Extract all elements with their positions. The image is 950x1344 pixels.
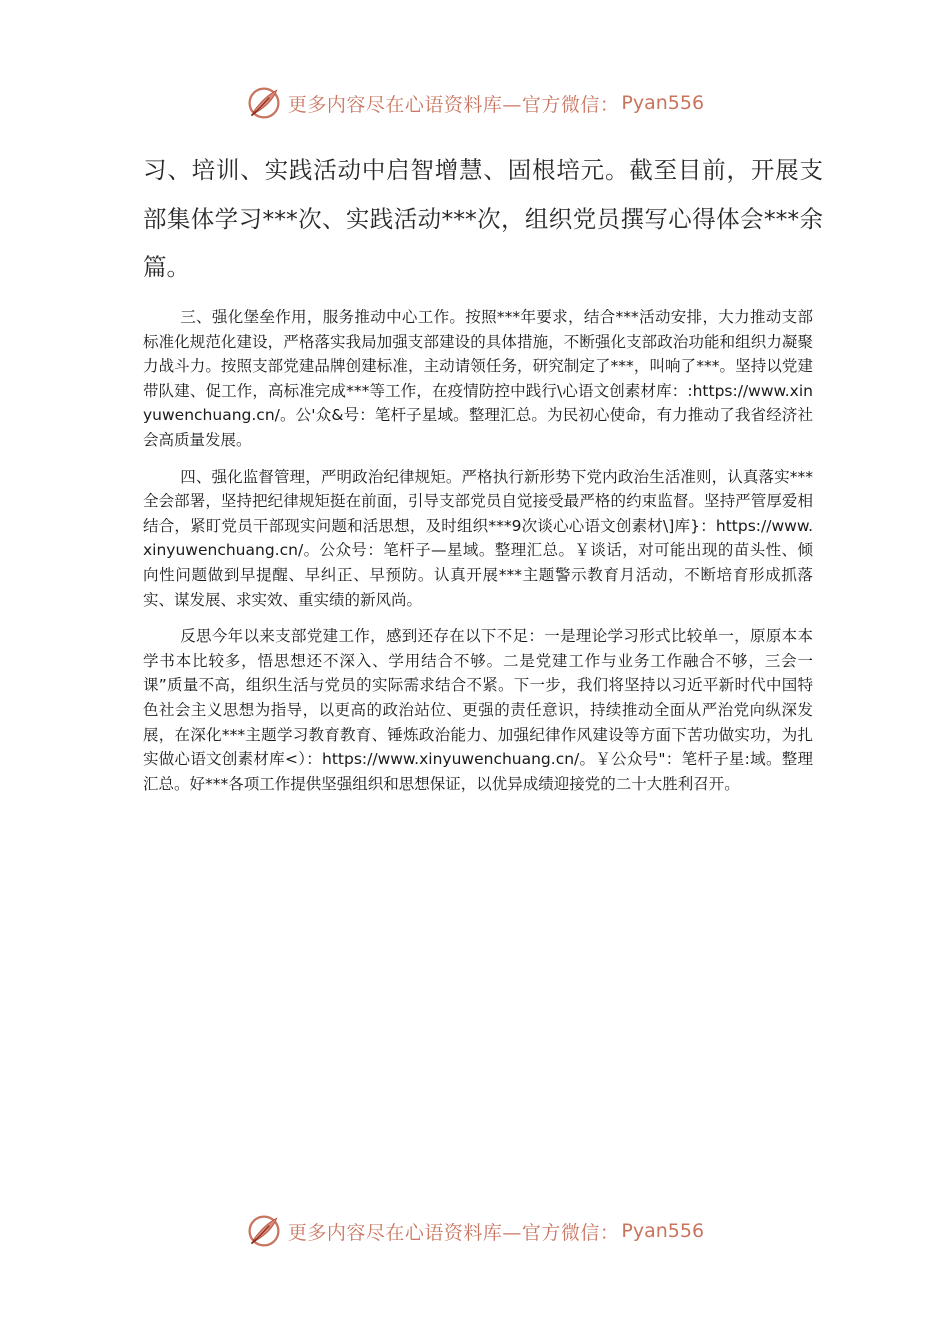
paragraph: 四、强化监督管理，严明政治纪律规矩。严格执行新形势下党内政治生活准则，认真落实***全会部署，坚持把纪律规矩挺在前面，引导支部党员自觉接受最严格的约束监督。坚持严管厚爱相结合，紧盯党员干部现实问题和活思想，及时组织***9次谈心心语文创素材\]库}：https://www.xinyuwenchuang.cn/。公众号：笔杆子—星域。整理汇总。￥谈话，对可能出现的苗头性、倾向性问题做到早提醒、早纠正、早预防。认真开展***主题警示教育月活动，不断培育形成抓落实、谋发展、求实效、重实绩的新风尚。 xyxy=(143,467,813,609)
banner-text: 更多内容尽在心语资料库—官方微信： xyxy=(287,93,620,116)
banner-wechat-id: Pyan556 xyxy=(621,1220,705,1242)
paragraph: 三、强化堡垒作用，服务推动中心工作。按照***年要求，结合***活动安排，大力推动支部标准化规范化建设，严格落实我局加强支部建设的具体措施，不断强化支部政治功能和组织力凝聚力战斗力。按照支部党建品牌创建标准，主动请领任务，研究制定了***，叫响了***。坚持以党建带队建、促工作，高标准完成***等工作，在疫情防控中践行\心语文创素材库：:https://www.xinyuwenchuang.cn/。公'众&号：笔杆子星域。整理汇总。为民初心使命，有力推动了我省经济社会高质量发展。 xyxy=(143,308,813,449)
footer-watermark-banner xyxy=(0,1211,950,1251)
document-body xyxy=(143,305,813,808)
quill-pen-logo-icon xyxy=(246,1213,282,1249)
quill-pen-logo-icon xyxy=(246,85,282,121)
banner-wechat-id: Pyan556 xyxy=(621,92,705,114)
header-watermark-banner xyxy=(0,83,950,123)
banner-text: 更多内容尽在心语资料库—官方微信： xyxy=(287,1221,620,1244)
lead-paragraph: 习、培训、实践活动中启智增慧、固根培元。截至目前，开展支部集体学习***次、实践活动***次，组织党员撰写心得体会***余篇。 xyxy=(143,156,823,281)
paragraph: 反思今年以来支部党建工作，感到还存在以下不足：一是理论学习形式比较单一，原原本本学书本比较多，悟思想还不深入、学用结合不够。二是党建工作与业务工作融合不够，三会一课”质量不高，组织生活与党员的实际需求结合不紧。下一步，我们将坚持以习近平新时代中国特色社会主义思想为指导，以更高的政治站位、更强的责任意识，持续推动全面从严治党向纵深发展，在深化***主题学习教育教育、锤炼政治能力、加强纪律作风建设等方面下苦功做实功，为扎实做心语文创素材库<）：https://www.xinyuwenchuang.cn/。￥公众号"：笔杆子星:域。整理汇总。好***各项工作提供坚强组织和思想保证，以优异成绩迎接党的二十大胜利召开。 xyxy=(143,627,813,793)
